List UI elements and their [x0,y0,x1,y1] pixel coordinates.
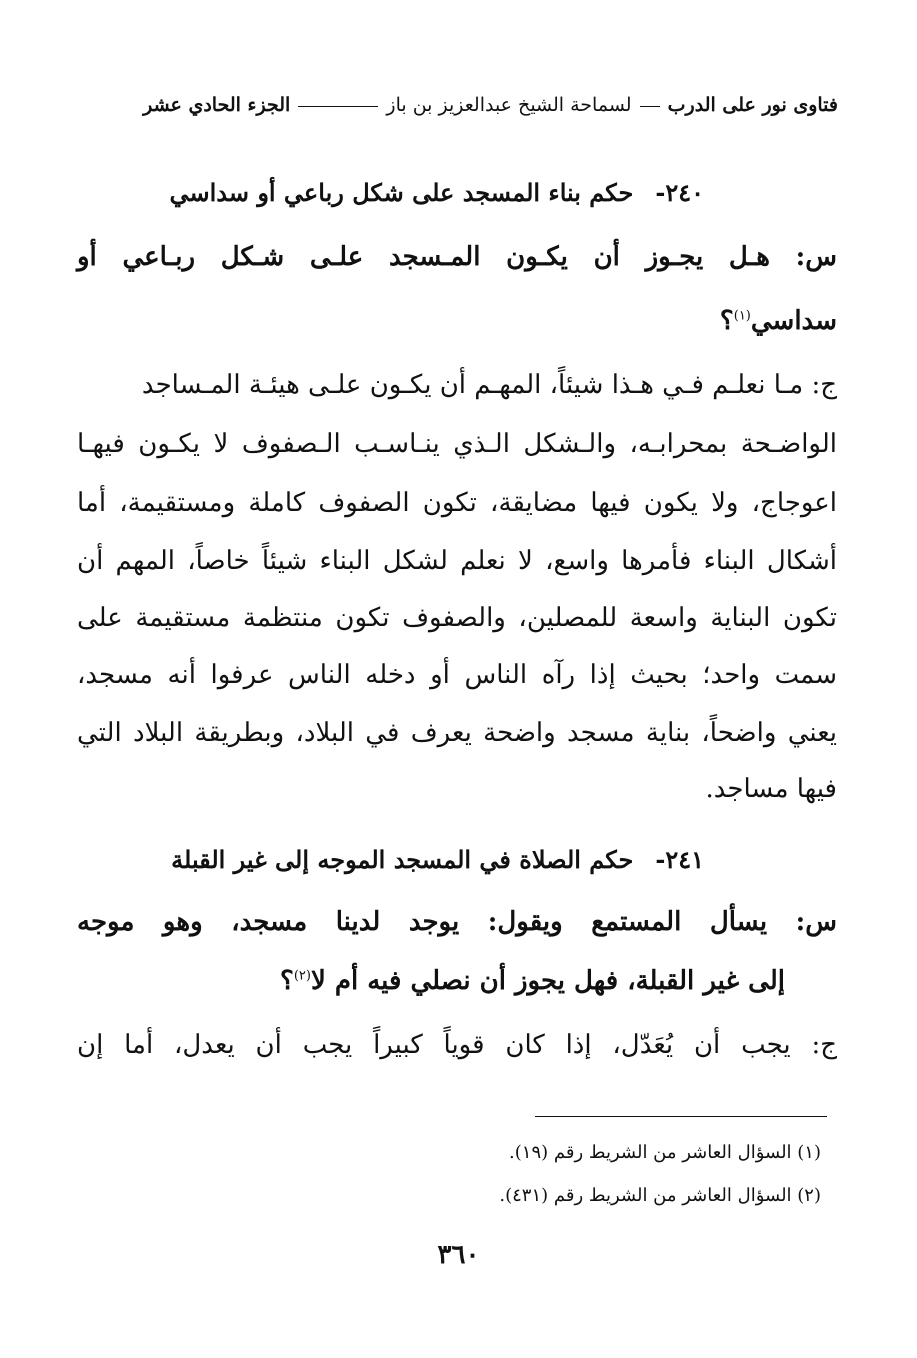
question-text: سداسي [750,306,837,336]
page-number: ٣٦٠ [437,1240,480,1270]
answer-line: ج: يجب أن يُعَدّل، إذا كان قوياً كبيراً يجب أن يعدل، أما إن [77,1030,837,1060]
answer-line: أشكال البناء فأمرها واسع، لا نعلم لشكل البناء شيئاً خاصاً، المهم أن [77,546,837,576]
header-separator [298,106,378,107]
question-line [720,306,837,336]
volume-label: الجزء الحادي عشر [143,94,291,116]
section-heading-241 [171,845,704,874]
section-title: حكم بناء المسجد على شكل رباعي أو سداسي [169,178,634,207]
answer-line: يعني واضحاً، بناية مسجد واضحة يعرف في البلاد، وبطريقة البلاد التي [77,718,837,748]
running-header [66,94,838,130]
section-number: ٢٤١- [655,845,704,874]
answer-line: تكون البناية واسعة للمصلين، والصفوف تكون منتظمة مستقيمة على [77,603,837,633]
question-line [280,966,785,996]
answer-line: فيها مساجد. [705,774,837,804]
footnote-separator [535,1116,827,1117]
section-heading-240 [169,178,704,207]
answer-line: اعوجاج، ولا يكون فيها مضايقة، تكون الصفوف كاملة ومستقيمة، أما [77,488,837,518]
answer-line: ج: مـا نعلـم فـي هـذا شيئاً، المهـم أن يكـون علـى هيئـة المـساجد [141,370,837,400]
question-line: س: هـل يجـوز أن يكـون المـسجد علـى شـكل ربـاعي أو [77,242,837,272]
answer-line: الواضـحة بمحرابـه، والـشكل الـذي ينـاسـب الـصفوف لا يكـون فيهـا [77,429,837,459]
header-separator [640,106,660,107]
footnote: (٢) السؤال العاشر من الشريط رقم (٤٣١). [499,1185,821,1206]
section-title: حكم الصلاة في المسجد الموجه إلى غير القبلة [171,845,634,874]
question-mark: ؟ [719,306,734,336]
section-number: ٢٤٠- [655,178,704,207]
author-credit: لسماحة الشيخ عبدالعزيز بن باز [386,94,632,116]
book-title: فتاوى نور على الدرب [667,94,838,116]
footnote-ref: (٢) [293,968,311,984]
question-mark: ؟ [280,966,294,996]
question-text: إلى غير القبلة، فهل يجوز أن نصلي فيه أم لا [310,966,785,996]
footnote-ref: (١) [733,308,751,324]
question-line: س: يسأل المستمع ويقول: يوجد لدينا مسجد، وهو موجه [77,907,837,937]
answer-line: سمت واحد؛ بحيث إذا رآه الناس أو دخله الناس عرفوا أنه مسجد، [77,660,837,690]
footnote: (١) السؤال العاشر من الشريط رقم (١٩). [509,1142,821,1163]
